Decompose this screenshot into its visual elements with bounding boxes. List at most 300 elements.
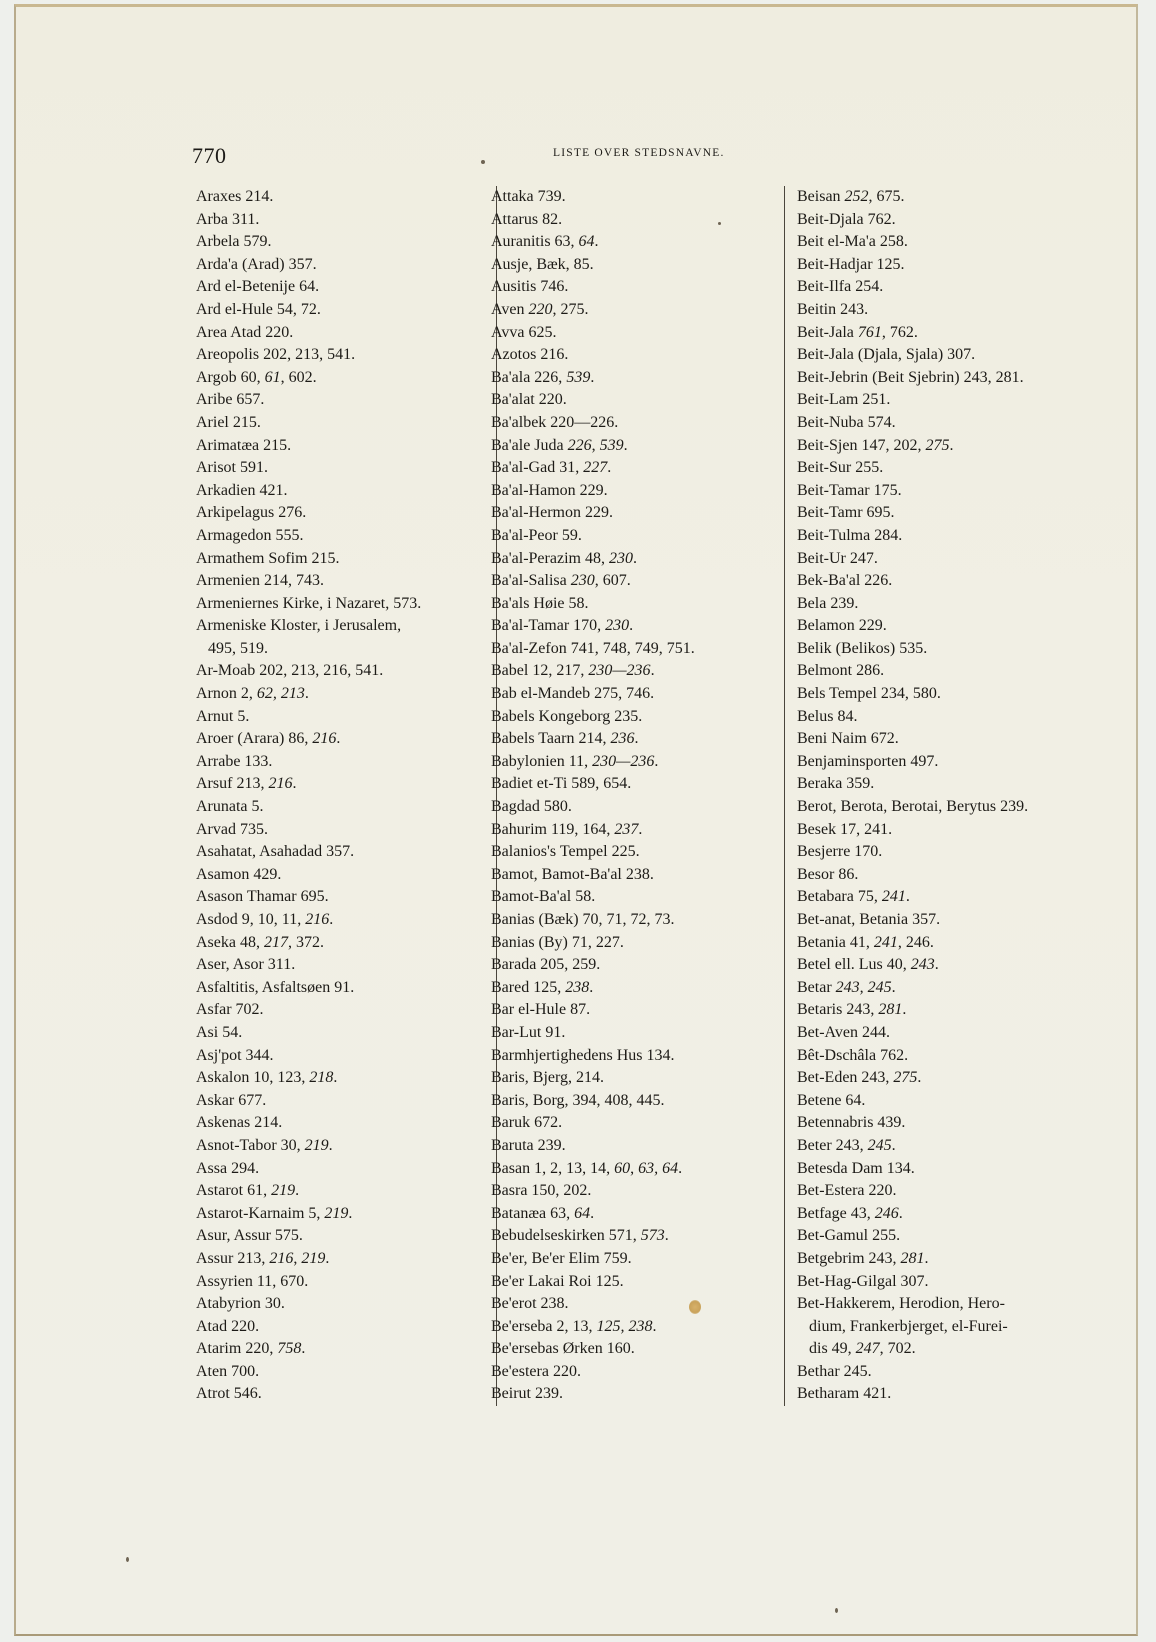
entry-line [491,888,595,905]
entry-line [797,1047,908,1064]
italic-page-ref: 539 [566,368,591,386]
entry-line [196,911,333,928]
entry-text: Ba'al-Hamon 229. [491,481,608,499]
entry-text: Betar [797,978,836,996]
index-entry [491,593,777,616]
entry-line [491,1001,590,1018]
entry-text: . [652,1317,657,1335]
entry-line [797,346,975,363]
italic-page-ref: 275 [925,436,950,454]
entry-line [491,662,655,679]
index-entry [491,209,777,232]
entry-text: Beit-Ilfa 254. [797,278,884,296]
entry-text: Be'estera 220. [491,1362,581,1380]
index-entry [196,706,476,729]
index-entry [196,502,476,525]
entry-text: Arsuf 213, [196,775,269,793]
entry-list [196,186,476,1406]
index-entry [491,886,777,909]
entry-text: . [594,233,599,251]
entry-text: Bels Tempel 234, 580. [797,685,941,703]
entry-text: . [623,436,628,454]
index-entry [797,299,1085,322]
index-column-1 [196,186,476,1406]
entry-continuation: 495, 519. [208,639,268,657]
italic-page-ref: 252 [844,188,869,205]
entry-text: . [898,1204,903,1222]
entry-line [196,956,295,973]
index-entry [196,367,476,390]
entry-line [491,708,642,725]
entry-text: Bebudelseskirken 571, [491,1227,641,1245]
entry-line [196,1001,264,1018]
entry-line [797,730,899,747]
index-entry [196,932,476,955]
entry-text: Asur, Assur 575. [196,1227,303,1245]
entry-line [491,775,631,792]
index-entry [491,322,777,345]
index-entry [797,480,1085,503]
entry-text: Besjerre 170. [797,843,883,861]
entry-text: . [949,436,954,454]
entry-text: Arvad 735. [196,820,268,838]
index-entry [797,276,1085,299]
index-entry [491,1158,777,1181]
entry-text: . [329,911,334,928]
entry-text: Beit-Jala [797,323,858,341]
entry-text: Banias (Bæk) 70, 71, 72, 73. [491,911,675,928]
entry-text: Ar-Moab 202, 213, 216, 541. [196,662,384,680]
entry-line [196,346,355,363]
index-entry [196,886,476,909]
entry-line [797,1069,921,1086]
entry-line [491,1250,632,1267]
entry-line [797,1114,905,1131]
italic-page-ref: 216 [268,775,293,793]
entry-text: , 762. [881,323,918,341]
index-entry [491,1248,777,1271]
entry-text: Beit-Hadjar 125. [797,255,905,273]
italic-page-ref: 758 [277,1340,302,1358]
index-entry [196,1180,476,1203]
entry-text: Bagdad 580. [491,798,572,816]
entry-line [491,866,654,883]
index-entry [491,1338,777,1361]
entry-text: Beit-Ur 247. [797,549,878,567]
entry-text: Bet-Aven 244. [797,1023,891,1041]
entry-text: Ba'albek 220—226. [491,413,619,431]
entry-text: Beit-Nuba 574. [797,413,896,431]
entry-line [196,866,281,883]
index-entry [797,977,1085,1000]
entry-text: Beit-Sur 255. [797,459,884,477]
entry-text: Baruk 672. [491,1114,563,1132]
italic-page-ref: 217 [263,933,288,951]
entry-text: Babel 12, 217, [491,662,589,680]
entry-text: Be'erseba 2, 13, [491,1317,597,1335]
entry-text: Askalon 10, 123, [196,1069,310,1087]
index-entry [491,1203,777,1226]
entry-line [797,211,896,228]
entry-line [196,1092,266,1109]
entry-text: Asj'pot 344. [196,1046,274,1064]
entry-text: Ausitis 746. [491,278,569,296]
entry-text: Argob 60, [196,368,265,386]
entry-line [491,1318,657,1335]
entry-text: Bab el-Mandeb 275, 746. [491,685,655,703]
entry-line [196,278,319,295]
index-entry [196,773,476,796]
index-entry [196,1067,476,1090]
entry-line [491,1227,669,1244]
index-entry [196,299,476,322]
entry-text: Assa 294. [196,1159,260,1177]
entry-line [797,1160,915,1177]
index-entry [491,457,777,480]
entry-continuation [797,1338,1085,1361]
entry-line [491,1205,594,1222]
entry-line [196,301,321,318]
index-entry [196,683,476,706]
entry-text: . [328,1136,333,1154]
index-entry [797,728,1085,751]
entry-text: Basan 1, 2, 13, 14, [491,1159,615,1177]
entry-line [491,188,566,205]
index-entry [196,1045,476,1068]
italic-page-ref: 539 [599,436,624,454]
entry-line [797,843,882,860]
entry-text: dis 49, [809,1340,856,1358]
entry-line [196,798,264,815]
italic-page-ref: 241 [873,933,898,951]
index-entry [196,1361,476,1384]
index-entry [196,548,476,571]
entry-text: Arunata 5. [196,798,264,816]
entry-line [196,753,272,770]
entry-text: Area Atad 220. [196,323,294,341]
entry-line [797,911,940,928]
entry-line [797,640,927,657]
index-entry [797,1045,1085,1068]
entry-line [196,617,401,634]
index-entry [196,1135,476,1158]
entry-text: Armagedon 555. [196,526,304,544]
index-entry [196,1112,476,1135]
index-entry [196,344,476,367]
entry-text: . [607,459,612,477]
entry-text: Asdod 9, 10, 11, [196,911,306,928]
entry-text: Atabyrion 30. [196,1295,285,1313]
entry-line [797,369,1024,386]
entry-text: Arnon 2, [196,685,257,703]
index-entry [196,276,476,299]
entry-line [797,979,896,996]
entry-text: Betaris 243, [797,1001,879,1019]
entry-text: Beit el-Ma'a 258. [797,233,908,251]
entry-line [491,956,600,973]
entry-line [491,369,594,386]
entry-text: . [304,685,309,703]
index-entry [491,773,777,796]
index-entry [491,999,777,1022]
entry-text: , [591,436,600,454]
entry-text: Babylonien 11, [491,752,593,770]
index-entry [797,886,1085,909]
entry-line [797,527,902,544]
entry-text: Besor 86. [797,865,859,883]
italic-page-ref: 281 [900,1249,925,1267]
index-entry [491,435,777,458]
index-entry [491,525,777,548]
entry-line [491,1340,635,1357]
entry-text: . [336,730,341,748]
entry-line [491,437,628,454]
index-entry [797,344,1085,367]
index-entry [491,1022,777,1045]
entry-line [196,188,273,205]
entry-text: Assur 213, [196,1249,270,1267]
index-entry [196,525,476,548]
entry-text: Beni Naim 672. [797,730,899,748]
entry-line [196,256,317,273]
entry-text: Assyrien 11, 670. [196,1272,309,1290]
index-entry [196,435,476,458]
entry-line [196,482,288,499]
entry-line [491,391,567,408]
index-entry [797,593,1085,616]
entry-text: Ba'al-Tamar 170, [491,617,606,635]
entry-text: . [934,956,939,974]
index-entry [491,344,777,367]
entry-text: . [632,549,637,567]
entry-line [491,1182,591,1199]
entry-text: , 607. [594,572,631,590]
italic-page-ref: 219 [271,1182,296,1200]
entry-text: , 675. [868,188,905,205]
italic-page-ref: 230 [605,617,630,635]
entry-text: Basra 150, 202. [491,1182,592,1200]
entry-list [491,186,777,1406]
entry-line [196,437,291,454]
entry-text: . [348,1204,353,1222]
entry-line [797,708,857,725]
italic-page-ref: 275 [893,1069,918,1087]
entry-text: Bet-anat, Betania 357. [797,911,941,928]
entry-line [797,934,934,951]
entry-line [491,753,658,770]
index-entry [196,796,476,819]
entry-line [196,211,259,228]
entry-text: Beit-Tulma 284. [797,526,903,544]
entry-text: Asfar 702. [196,1001,264,1019]
index-entry [491,728,777,751]
entry-line [797,1137,896,1154]
index-column-2 [491,186,777,1406]
entry-text: . [664,1227,669,1245]
index-entry [797,502,1085,525]
index-column-3 [784,186,1085,1406]
index-entry [196,1203,476,1226]
index-entry [196,728,476,751]
entry-line [196,527,304,544]
entry-line [491,1137,566,1154]
italic-page-ref: 247 [855,1340,880,1358]
italic-page-ref: 218 [309,1069,334,1087]
index-entry [797,683,1085,706]
italic-page-ref: 241 [881,888,906,906]
entry-text: . [654,752,659,770]
index-entry [797,231,1085,254]
entry-line [491,821,642,838]
entry-text: Beit-Jala (Djala, Sjala) 307. [797,346,976,364]
entry-text: Bet-Estera 220. [797,1182,897,1200]
index-entry [491,660,777,683]
entry-text: , [293,1249,302,1267]
entry-text: Asamon 429. [196,865,282,883]
entry-text: . [650,662,655,680]
index-entry [797,389,1085,412]
entry-line [491,527,582,544]
index-entry [491,1383,777,1406]
entry-line [196,1069,337,1086]
entry-line [797,1024,890,1041]
entry-line [797,617,887,634]
entry-line [797,572,892,589]
index-entry [797,1293,1085,1361]
entry-line [797,1363,872,1380]
index-entry [196,864,476,887]
index-entry [196,1248,476,1271]
index-entry [196,751,476,774]
italic-page-ref: 219 [324,1204,349,1222]
entry-line [196,821,268,838]
index-entry [491,638,777,661]
entry-line [196,459,268,476]
entry-line [491,233,599,250]
index-entry [196,209,476,232]
entry-line [196,1047,274,1064]
entry-text: Beit-Tamar 175. [797,481,902,499]
entry-text: Batanæa 63, [491,1204,575,1222]
index-entry [196,593,476,616]
index-entry [196,1225,476,1248]
entry-line [797,1273,929,1290]
entry-list [797,186,1085,1406]
entry-line [797,233,908,250]
entry-text: Aven [491,300,529,318]
italic-page-ref: 236 [610,730,635,748]
index-entry [797,909,1085,932]
entry-line [797,685,941,702]
entry-line [196,1137,333,1154]
index-entry [196,819,476,842]
italic-page-ref: 216 [305,911,330,928]
index-entry [196,231,476,254]
entry-line [797,414,896,431]
entry-line [797,1227,900,1244]
entry-text: Babels Taarn 214, [491,730,611,748]
entry-text: . [589,978,594,996]
index-entry [797,932,1085,955]
entry-text: Ba'alat 220. [491,391,567,409]
entry-line [196,888,329,905]
entry-line [491,979,593,996]
entry-line [491,1273,624,1290]
index-entry [797,322,1085,345]
index-entry [797,570,1085,593]
index-entry [797,1225,1085,1248]
entry-line [196,369,317,386]
entry-line [491,301,588,318]
entry-line [797,188,905,205]
entry-text: Araxes 214. [196,188,274,205]
index-entry [797,1180,1085,1203]
index-entry [491,909,777,932]
entry-text: Belamon 229. [797,617,887,635]
entry-text: Auranitis 63, [491,233,579,251]
index-entry [491,1293,777,1316]
entry-line [491,730,638,747]
index-entry [196,999,476,1022]
entry-line [797,459,883,476]
entry-text: Beirut 239. [491,1385,563,1403]
index-entry [797,209,1085,232]
entry-text: Be'er Lakai Roi 125. [491,1272,624,1290]
entry-text: Atad 220. [196,1317,260,1335]
index-entry [797,819,1085,842]
entry-line [491,278,568,295]
entry-text: Bet-Hag-Gilgal 307. [797,1272,929,1290]
index-entry [196,186,476,209]
entry-text: Arkipelagus 276. [196,504,307,522]
entry-line [196,324,293,341]
index-entry [797,638,1085,661]
entry-text: Astarot 61, [196,1182,272,1200]
entry-text: Azotos 216. [491,346,569,364]
italic-page-ref: 246 [874,1204,899,1222]
entry-text: Ba'al-Gad 31, [491,459,584,477]
index-entry [797,1158,1085,1181]
entry-text: Ba'al-Peor 59. [491,526,582,544]
index-entry [196,615,476,660]
entry-text: Astarot-Karnaim 5, [196,1204,325,1222]
italic-page-ref: 230—236 [588,662,651,680]
entry-line [196,1182,299,1199]
entry-text: Armenien 214, 743. [196,572,324,590]
index-entry [491,412,777,435]
entry-text: Asason Thamar 695. [196,888,329,906]
entry-text: Asnot-Tabor 30, [196,1136,305,1154]
entry-text: Ba'al-Salisa [491,572,571,590]
entry-text: Belmont 286. [797,662,885,680]
italic-page-ref: 230 [570,572,595,590]
entry-line [196,595,421,612]
entry-line [491,911,675,928]
index-entry [196,1158,476,1181]
entry-line [196,730,340,747]
entry-line [196,1385,262,1402]
entry-text: Beit-Tamr 695. [797,504,895,522]
index-entry [797,706,1085,729]
index-entry [797,841,1085,864]
italic-page-ref: 230 [608,549,633,567]
italic-page-ref: 219 [304,1136,329,1154]
index-entry [491,389,777,412]
entry-text: Betharam 421. [797,1385,892,1403]
entry-text: . [924,1249,929,1267]
index-entry [491,186,777,209]
index-entry [491,1135,777,1158]
